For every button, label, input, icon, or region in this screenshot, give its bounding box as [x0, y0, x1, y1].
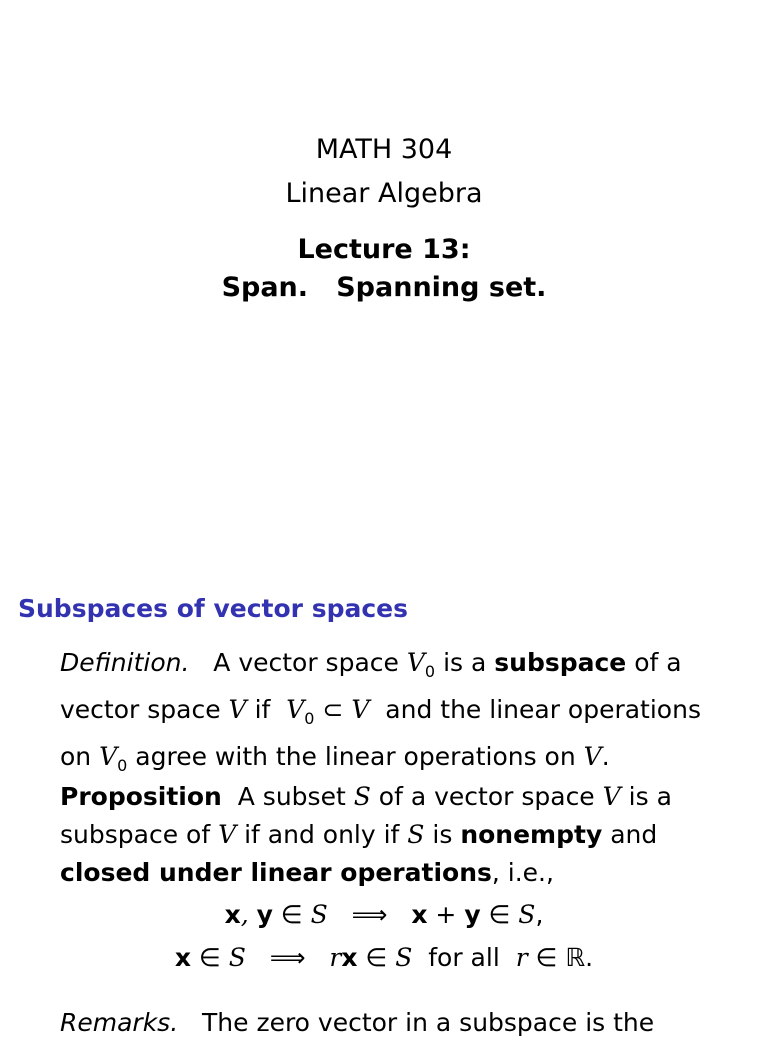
remarks-paragraph [60, 1004, 740, 1042]
definition-text: on [60, 742, 92, 771]
proposition-text: and [610, 820, 658, 849]
math-V: V [228, 695, 247, 724]
proposition-text: subspace of [60, 820, 211, 849]
definition-label: Definition. [60, 648, 190, 677]
remarks-text: The zero vector in a subspace is the [202, 1008, 655, 1037]
definition-text: A vector space [213, 648, 399, 677]
definition-text: vector space [60, 695, 221, 724]
definition-text: of a [634, 648, 682, 677]
math-V0: $V_0$ [99, 742, 128, 775]
term-subspace: subspace [494, 648, 627, 677]
definition-text: agree with the linear operations on [135, 742, 576, 771]
equation-addition: x, y ∈ S ⟹ x + y ∈ S, [224, 900, 544, 929]
proposition-text: of a vector space [378, 782, 595, 811]
math-S: S [407, 820, 425, 849]
proposition-text: is a [628, 782, 672, 811]
definition-text: is a [443, 648, 487, 677]
term-nonempty: nonempty [460, 820, 603, 849]
definition-text: if [254, 695, 271, 724]
definition-text: and the linear operations [385, 695, 701, 724]
proposition-paragraph [60, 778, 740, 892]
definition-paragraph: Definition. A vector space $V_0$ is a subspace of a vector space V if $V_0$ ⊂ V and the linear operations on $V_0$ agree with the linear operations on V. [60, 648, 701, 775]
remarks-label: Remarks. [60, 1008, 179, 1037]
equation-scalar: x ∈ S ⟹ rx ∈ S for all r ∈ ℝ. [174, 943, 594, 972]
proposition-text: if and only if [244, 820, 400, 849]
content-slide [0, 520, 768, 1037]
course-subject: Linear Algebra [285, 178, 483, 209]
math-S: S [353, 782, 371, 811]
lecture-topic: Span. Spanning set. [221, 272, 547, 303]
math-V: V [218, 820, 237, 849]
math-V: V [602, 782, 621, 811]
proposition-text: , i.e., [491, 858, 554, 887]
section-heading: Subspaces of vector spaces [18, 594, 408, 623]
proposition-text: is [432, 820, 453, 849]
proposition-label: Proposition [60, 782, 222, 811]
math-V0-subset-V: $V_0$ ⊂ V [286, 695, 370, 728]
term-closed: closed under linear operations [60, 858, 492, 887]
lecture-number: Lecture 13: [297, 234, 471, 265]
proposition-text: A subset [237, 782, 346, 811]
math-V: V [583, 742, 602, 771]
course-code: MATH 304 [315, 134, 453, 165]
title-slide [0, 0, 768, 520]
math-V0: $V_0$ [406, 648, 436, 681]
